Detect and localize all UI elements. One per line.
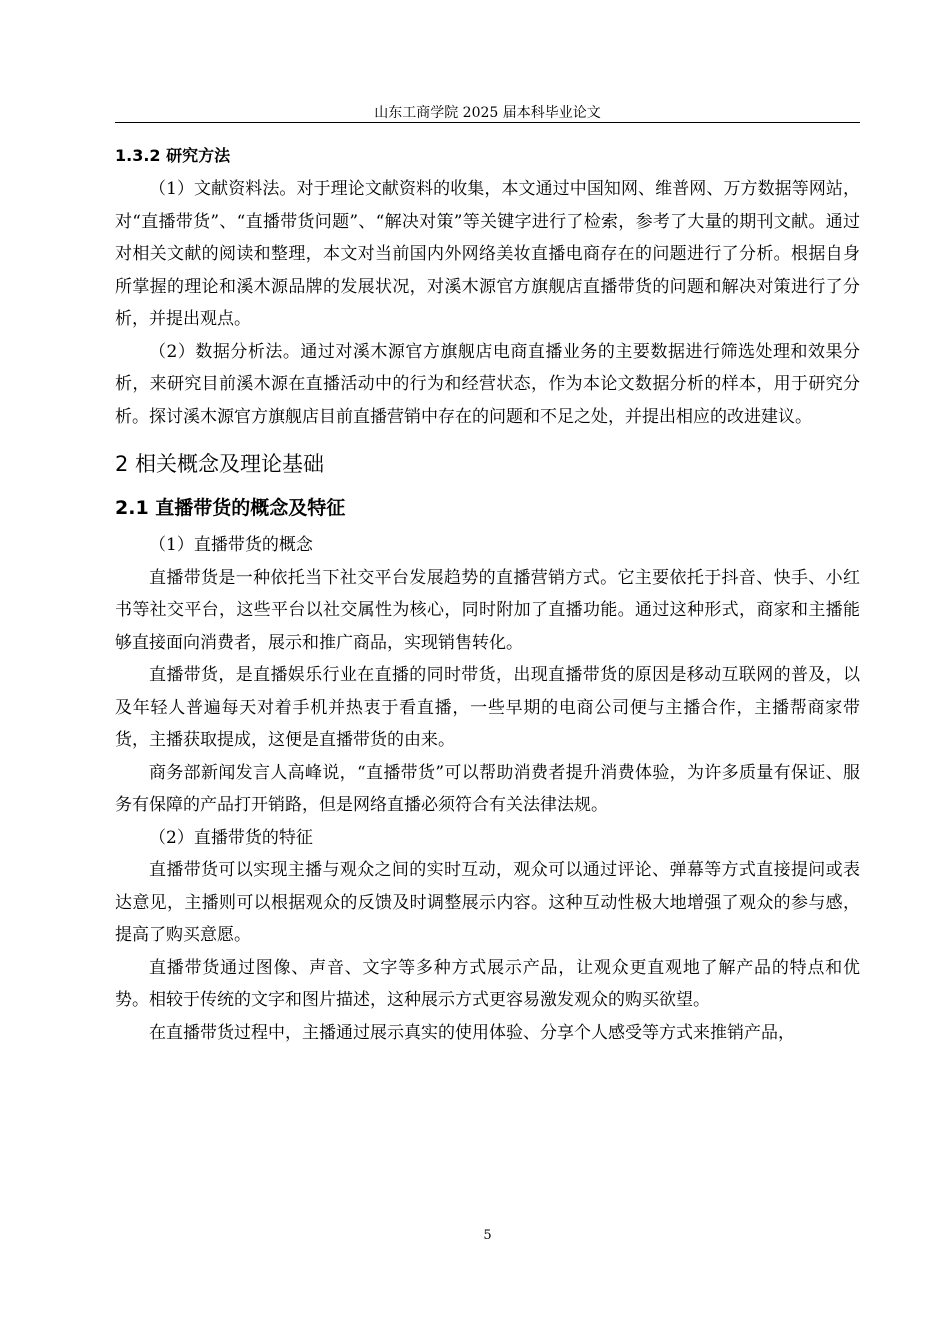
running-header: 山东工商学院 2025 届本科毕业论文 <box>374 105 601 121</box>
page-number: 5 <box>483 1228 492 1243</box>
header-divider <box>115 122 860 123</box>
paragraph-features-2: 直播带货通过图像、声音、文字等多种方式展示产品，让观众更直观地了解产品的特点和优势。相较于传统的文字和图片描述，这种展示方式更容易激发观众的购买欲望。 <box>115 957 860 1010</box>
section-heading-2-1: 2.1 直播带货的概念及特征 <box>115 497 346 519</box>
section-heading-1-3-2: 1.3.2 研究方法 <box>115 146 231 165</box>
subheading-features: （2）直播带货的特征 <box>149 827 313 848</box>
paragraph-concept-1: 直播带货是一种依托当下社交平台发展趋势的直播营销方式。它主要依托于抖音、快手、小红书等社交平台，这些平台以社交属性为核心，同时附加了直播功能。通过这种形式，商家和主播能够直接面向消费者，展示和推广商品，实现销售转化。 <box>115 567 860 653</box>
paragraph-data-analysis-method: （2）数据分析法。通过对溪木源官方旗舰店电商直播业务的主要数据进行筛选处理和效果分析，来研究目前溪木源在直播活动中的行为和经营状态，作为本论文数据分析的样本，用于研究分析。探讨溪木源官方旗舰店目前直播营销中存在的问题和不足之处，并提出相应的改进建议。 <box>115 341 860 427</box>
paragraph-concept-3: 商务部新闻发言人高峰说，“直播带货”可以帮助消费者提升消费体验，为许多质量有保证、服务有保障的产品打开销路，但是网络直播必须符合有关法律法规。 <box>115 762 860 815</box>
paragraph-features-3: 在直播带货过程中，主播通过展示真实的使用体验、分享个人感受等方式来推销产品， <box>149 1022 795 1043</box>
subheading-concept: （1）直播带货的概念 <box>149 535 313 555</box>
paragraph-features-1: 直播带货可以实现主播与观众之间的实时互动，观众可以通过评论、弹幕等方式直接提问或表达意见，主播则可以根据观众的反馈及时调整展示内容。这种互动性极大地增强了观众的参与感，提高了购买意愿。 <box>115 860 860 945</box>
chapter-heading-2: 2 相关概念及理论基础 <box>115 452 325 476</box>
page-body <box>115 139 860 1049</box>
paragraph-concept-2: 直播带货，是直播娱乐行业在直播的同时带货，出现直播带货的原因是移动互联网的普及，以及年轻人普遍每天对着手机并热衷于看直播，一些早期的电商公司便与主播合作，主播帮商家带货，主播获取提成，这便是直播带货的由来。 <box>115 665 860 750</box>
paragraph-literature-method: （1）文献资料法。对于理论文献资料的收集，本文通过中国知网、维普网、万方数据等网站，对“直播带货”、“直播带货问题”、“解决对策”等关键字进行了检索，参考了大量的期刊文献。通过对相关文献的阅读和整理，本文对当前国内外网络美妆直播电商存在的问题进行了分析。根据自身所掌握的理论和溪木源品牌的发展状况，对溪木源官方旗舰店直播带货的问题和解决对策进行了分析，并提出观点。 <box>115 179 860 329</box>
